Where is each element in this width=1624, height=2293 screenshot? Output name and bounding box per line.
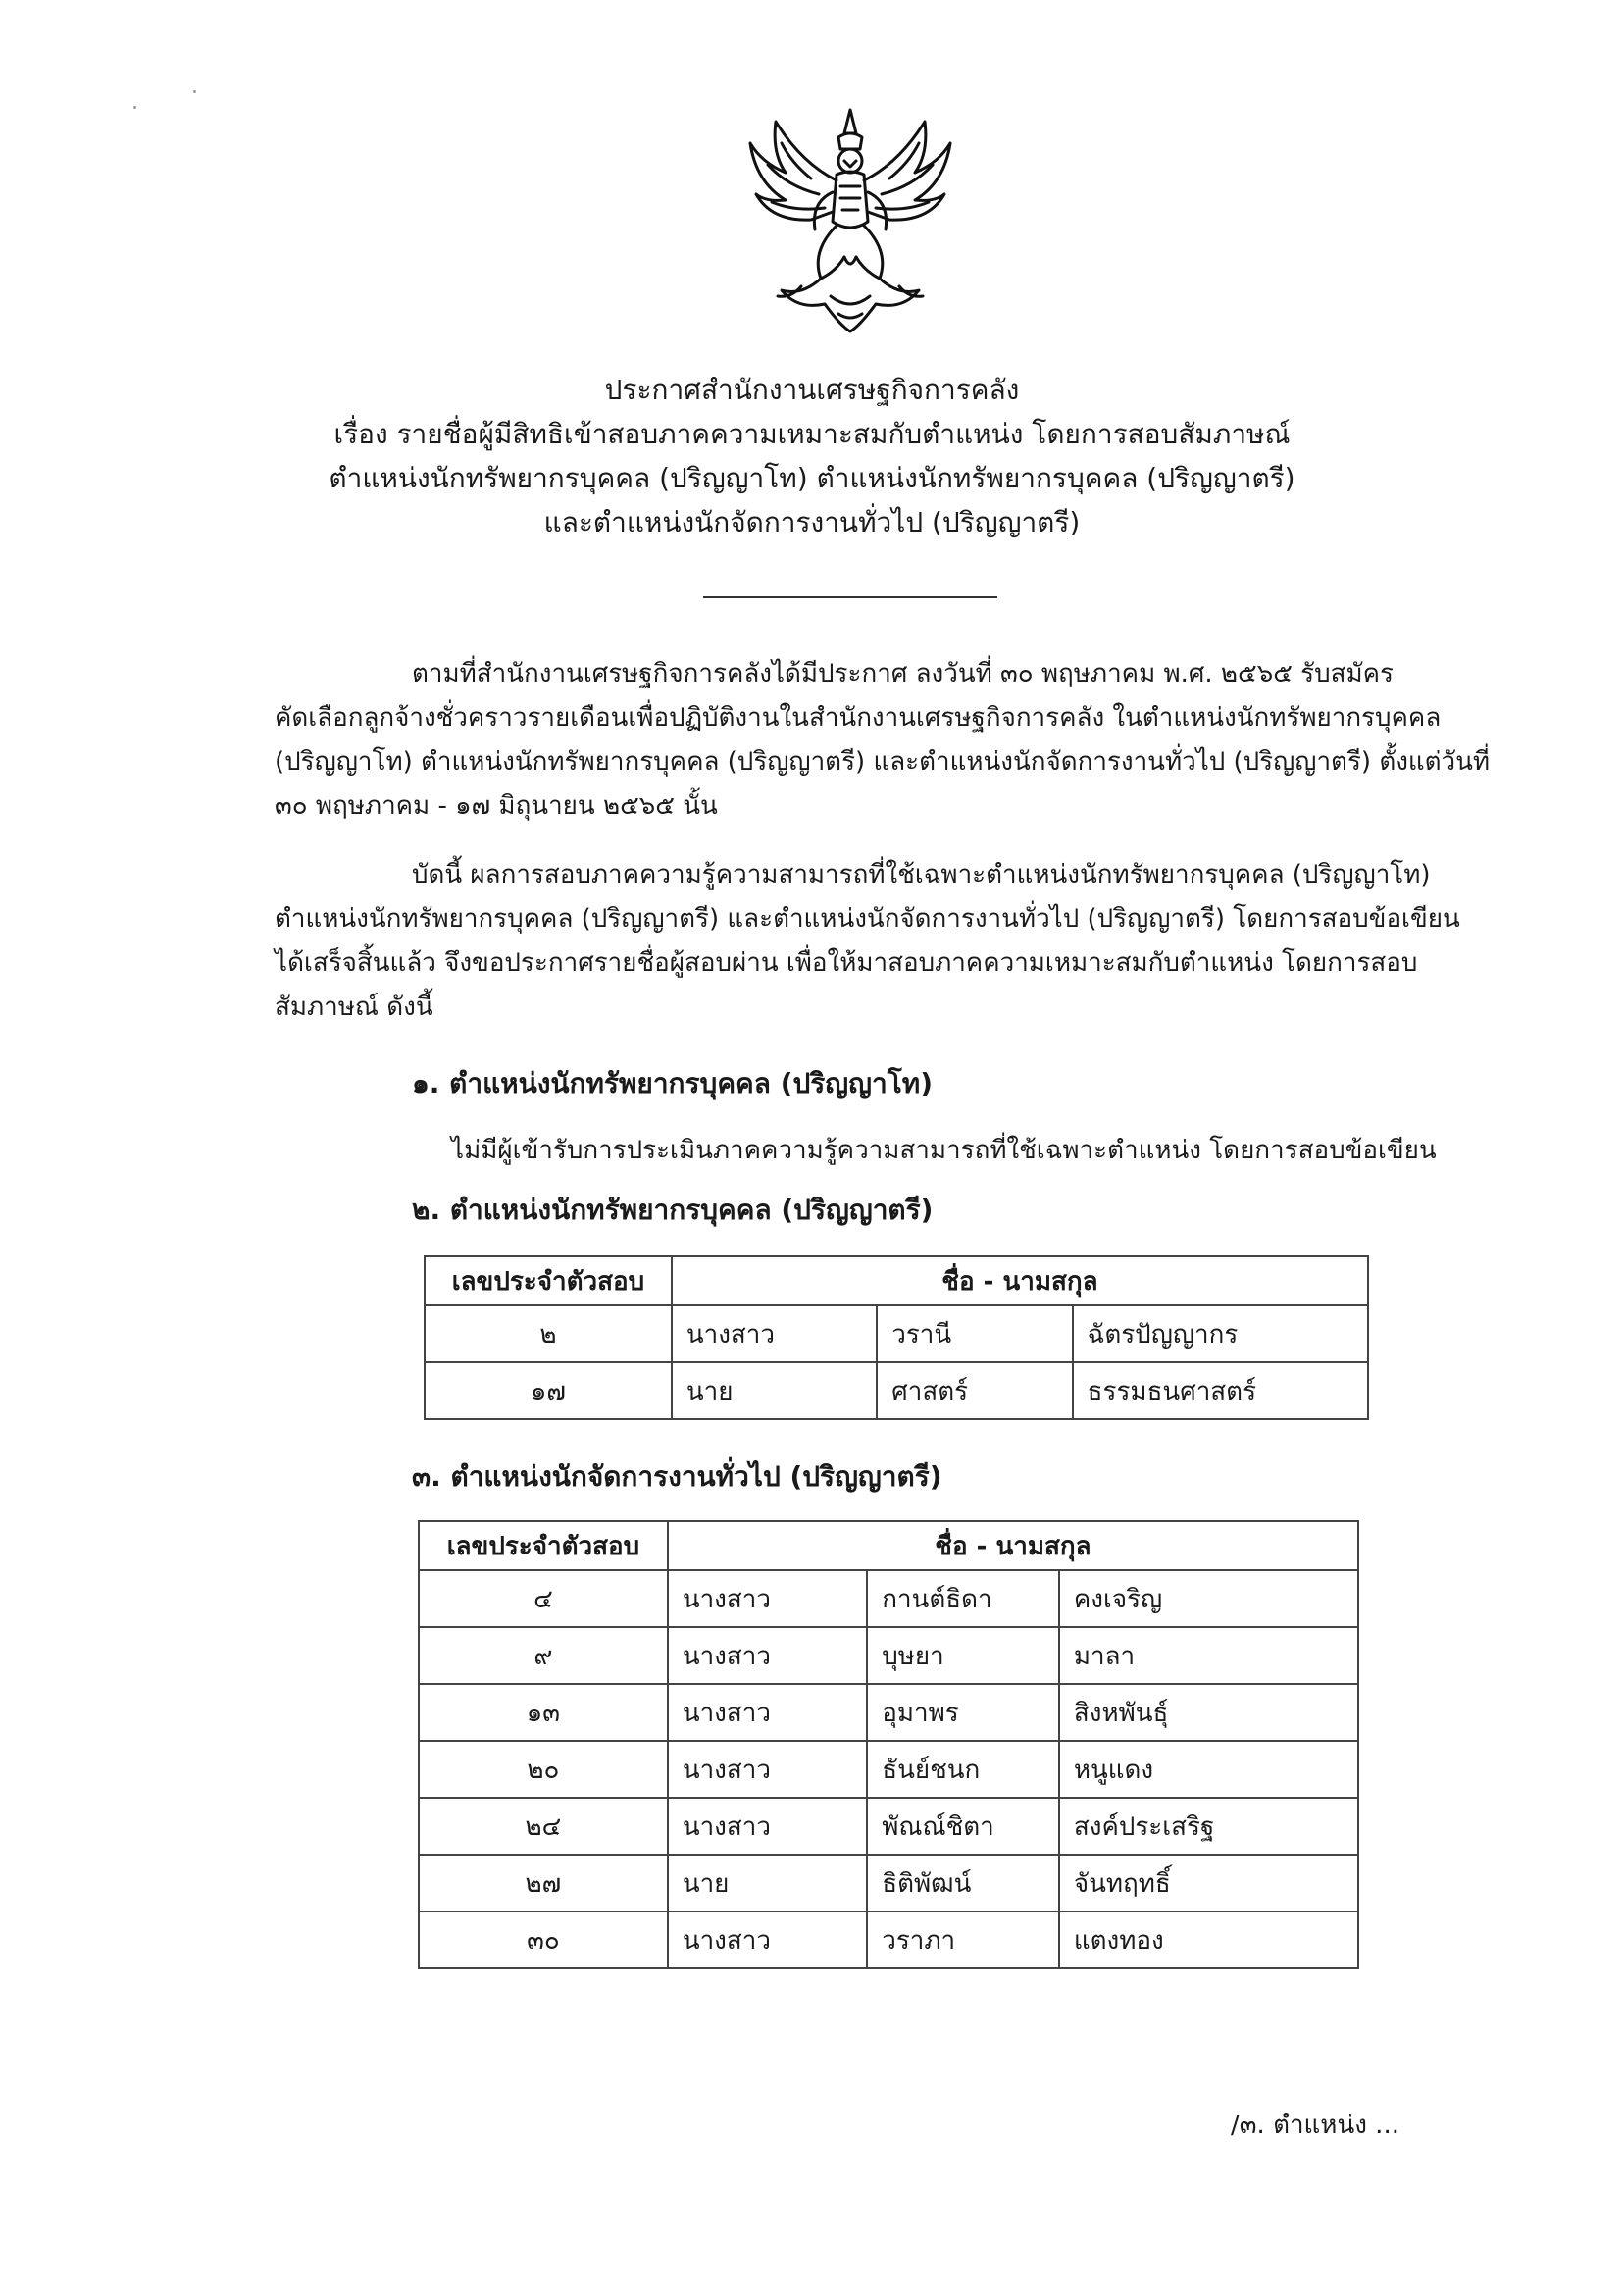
first-name: ศาสตร์ bbox=[877, 1362, 1072, 1419]
table-row bbox=[425, 1362, 1368, 1419]
table-header-row bbox=[419, 1521, 1358, 1570]
exam-id: ๒๗ bbox=[419, 1855, 668, 1911]
paragraph-line: ตำแหน่งนักทรัพยากรบุคคล (ปริญญาตรี) และตำแหน่งนักจัดการงานทั่วไป (ปริญญาตรี) โดยการสอบข้อเขียน bbox=[275, 904, 1460, 934]
name-prefix: นาย bbox=[672, 1362, 877, 1419]
section-1-title: ๑. ตำแหน่งนักทรัพยากรบุคคล (ปริญญาโท) bbox=[412, 1067, 934, 1099]
exam-id: ๙ bbox=[419, 1627, 668, 1684]
paragraph-result bbox=[275, 853, 1461, 1030]
garuda-emblem bbox=[742, 104, 958, 339]
divider bbox=[703, 596, 997, 598]
table-row bbox=[419, 1627, 1358, 1684]
positions-line-2: และตำแหน่งนักจัดการงานทั่วไป (ปริญญาตรี) bbox=[543, 506, 1081, 538]
last-name: ฉัตรปัญญากร bbox=[1073, 1305, 1368, 1362]
paragraph-line: ได้เสร็จสิ้นแล้ว จึงขอประกาศรายชื่อผู้สอบผ่าน เพื่อให้มาสอบภาคความเหมาะสมกับตำแหน่ง โดยการสอบ bbox=[275, 948, 1418, 978]
first-name: วรานี bbox=[877, 1305, 1072, 1362]
name-prefix: นาย bbox=[668, 1855, 867, 1911]
paragraph-line: บัดนี้ ผลการสอบภาคความรู้ความสามารถที่ใช้เฉพาะตำแหน่งนักทรัพยากรบุคคล (ปริญญาโท) bbox=[412, 860, 1431, 890]
exam-id: ๒ bbox=[425, 1305, 672, 1362]
col-full-name: ชื่อ - นามสกุล bbox=[668, 1521, 1358, 1570]
paragraph-line: สัมภาษณ์ ดังนี้ bbox=[275, 993, 433, 1022]
section-3-title: ๓. ตำแหน่งนักจัดการงานทั่วไป (ปริญญาตรี) bbox=[412, 1460, 942, 1493]
name-prefix: นางสาว bbox=[668, 1911, 867, 1968]
name-prefix: นางสาว bbox=[672, 1305, 877, 1362]
col-full-name: ชื่อ - นามสกุล bbox=[672, 1256, 1368, 1305]
table-row bbox=[419, 1570, 1358, 1627]
section-1-note: ไม่มีผู้เข้ารับการประเมินภาคความรู้ความสามารถที่ใช้เฉพาะตำแหน่ง โดยการสอบข้อเขียน bbox=[451, 1136, 1437, 1165]
last-name: สงค์ประเสริฐ bbox=[1059, 1798, 1358, 1855]
last-name: คงเจริญ bbox=[1059, 1570, 1358, 1627]
name-prefix: นางสาว bbox=[668, 1684, 867, 1741]
first-name: ธิติพัฒน์ bbox=[867, 1855, 1059, 1911]
exam-id: ๑๗ bbox=[425, 1362, 672, 1419]
exam-id: ๓๐ bbox=[419, 1911, 668, 1968]
name-prefix: นางสาว bbox=[668, 1741, 867, 1798]
exam-id: ๒๔ bbox=[419, 1798, 668, 1855]
paragraph-intro bbox=[275, 652, 1491, 829]
first-name: พัณณ์ชิตา bbox=[867, 1798, 1059, 1855]
subject-line: เรื่อง รายชื่อผู้มีสิทธิเข้าสอบภาคความเหมาะสมกับตำแหน่ง โดยการสอบสัมภาษณ์ bbox=[333, 418, 1291, 450]
last-name: หนูแดง bbox=[1059, 1741, 1358, 1798]
paragraph-line: คัดเลือกลูกจ้างชั่วคราวรายเดือนเพื่อปฏิบัติงานในสำนักงานเศรษฐกิจการคลัง ในตำแหน่งนักทรัพยากรบุคคล bbox=[275, 703, 1442, 733]
name-prefix: นางสาว bbox=[668, 1798, 867, 1855]
table-row bbox=[425, 1305, 1368, 1362]
exam-id: ๔ bbox=[419, 1570, 668, 1627]
table-row bbox=[419, 1741, 1358, 1798]
first-name: วราภา bbox=[867, 1911, 1059, 1968]
table-row bbox=[419, 1855, 1358, 1911]
first-name: อุมาพร bbox=[867, 1684, 1059, 1741]
name-prefix: นางสาว bbox=[668, 1570, 867, 1627]
paragraph-line: (ปริญญาโท) ตำแหน่งนักทรัพยากรบุคคล (ปริญญาตรี) และตำแหน่งนักจัดการงานทั่วไป (ปริญญาตรี) ตั้งแต่วันที่ bbox=[275, 747, 1491, 777]
org-line: ประกาศสำนักงานเศรษฐกิจการคลัง bbox=[604, 374, 1020, 406]
scan-speck bbox=[133, 106, 136, 109]
section-2-table bbox=[424, 1255, 1369, 1420]
last-name: ธรรมธนศาสตร์ bbox=[1073, 1362, 1368, 1419]
table-row bbox=[419, 1911, 1358, 1968]
first-name: ธันย์ชนก bbox=[867, 1741, 1059, 1798]
col-exam-id: เลขประจำตัวสอบ bbox=[425, 1256, 672, 1305]
paragraph-line: ๓๐ พฤษภาคม - ๑๗ มิถุนายน ๒๕๖๕ นั้น bbox=[275, 791, 718, 821]
first-name: บุษยา bbox=[867, 1627, 1059, 1684]
last-name: สิงหพันธุ์ bbox=[1059, 1684, 1358, 1741]
scan-speck bbox=[193, 90, 196, 93]
first-name: กานต์ธิดา bbox=[867, 1570, 1059, 1627]
col-exam-id: เลขประจำตัวสอบ bbox=[419, 1521, 668, 1570]
last-name: มาลา bbox=[1059, 1627, 1358, 1684]
exam-id: ๒๐ bbox=[419, 1741, 668, 1798]
table-header-row bbox=[425, 1256, 1368, 1305]
positions-line: ตำแหน่งนักทรัพยากรบุคคล (ปริญญาโท) ตำแหน่งนักทรัพยากรบุคคล (ปริญญาตรี) bbox=[329, 462, 1295, 494]
paragraph-line: ตามที่สำนักงานเศรษฐกิจการคลังได้มีประกาศ ลงวันที่ ๓๐ พฤษภาคม พ.ศ. ๒๕๖๕ รับสมัคร bbox=[412, 659, 1394, 688]
name-prefix: นางสาว bbox=[668, 1627, 867, 1684]
section-3-table bbox=[418, 1520, 1359, 1969]
last-name: แตงทอง bbox=[1059, 1911, 1358, 1968]
exam-id: ๑๓ bbox=[419, 1684, 668, 1741]
announcement-heading bbox=[196, 368, 1428, 544]
table-row bbox=[419, 1684, 1358, 1741]
section-2-title: ๒. ตำแหน่งนักทรัพยากรบุคคล (ปริญญาตรี) bbox=[412, 1194, 934, 1226]
last-name: จันทฤทธิ์ bbox=[1059, 1855, 1358, 1911]
page-continuation: /๓. ตำแหน่ง ... bbox=[1231, 2111, 1399, 2140]
table-row bbox=[419, 1798, 1358, 1855]
